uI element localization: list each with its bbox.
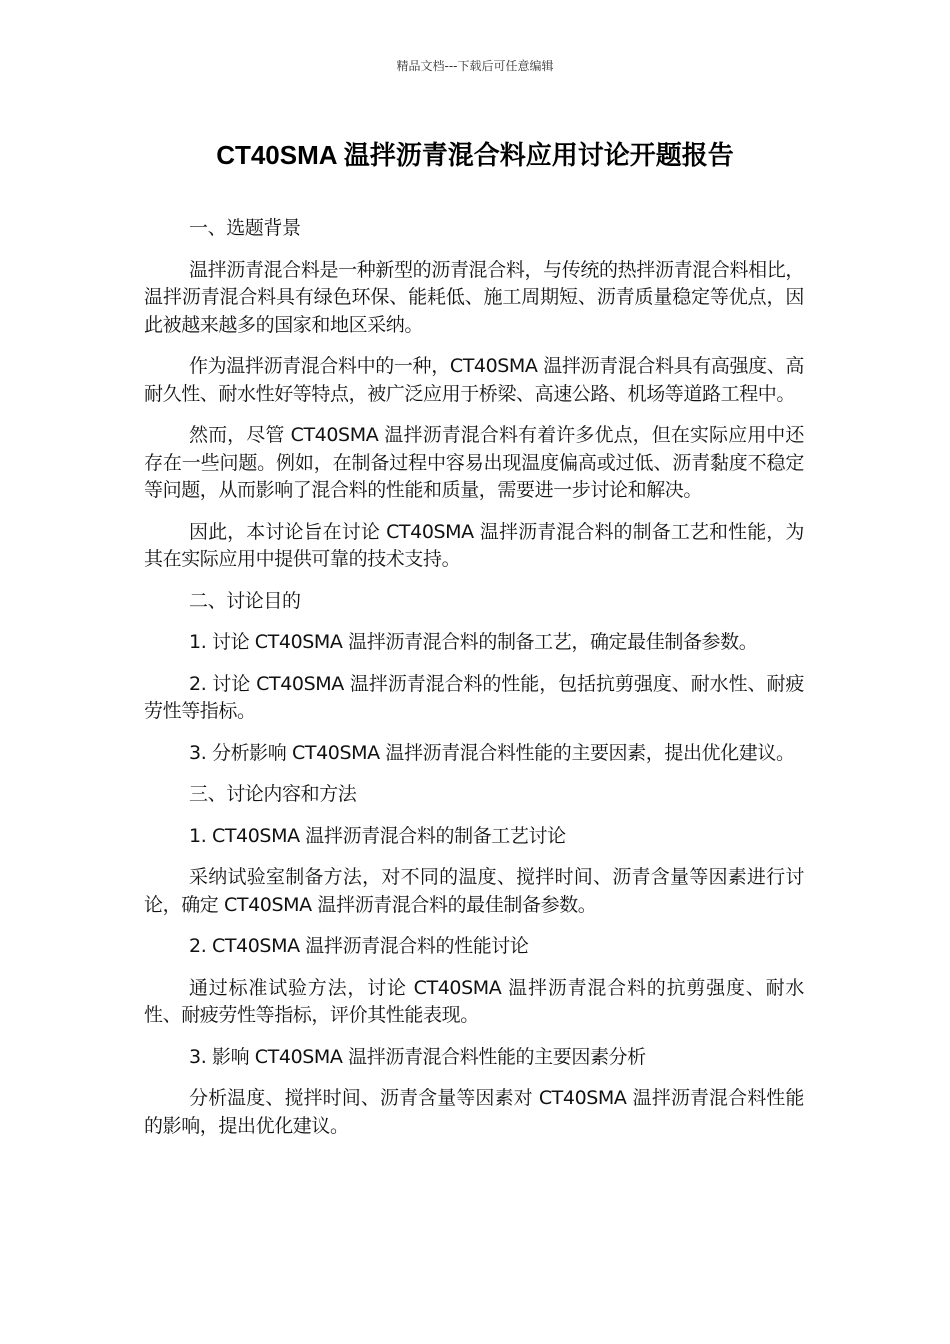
list-item: 2. 讨论 CT40SMA 温拌沥青混合料的性能，包括抗剪强度、耐水性、耐疲劳性等指标。 [144, 672, 804, 722]
document-body [144, 215, 804, 1154]
paragraph: 采纳试验室制备方法，对不同的温度、搅拌时间、沥青含量等因素进行讨论，确定 CT40SMA 温拌沥青混合料的最佳制备参数。 [144, 866, 804, 916]
section-heading-background: 一、选题背景 [189, 217, 301, 239]
section-heading-content-methods: 三、讨论内容和方法 [189, 783, 357, 805]
list-item: 1. 讨论 CT40SMA 温拌沥青混合料的制备工艺，确定最佳制备参数。 [189, 631, 758, 653]
paragraph: 作为温拌沥青混合料中的一种，CT40SMA 温拌沥青混合料具有高强度、高耐久性、耐水性好等特点，被广泛应用于桥梁、高速公路、机场等道路工程中。 [144, 355, 804, 405]
subsection-heading: 2. CT40SMA 温拌沥青混合料的性能讨论 [189, 935, 529, 957]
document-title: CT40SMA 温拌沥青混合料应用讨论开题报告 [216, 140, 734, 170]
paragraph: 然而，尽管 CT40SMA 温拌沥青混合料有着许多优点，但在实际应用中还存在一些问题。例如，在制备过程中容易出现温度偏高或过低、沥青黏度不稳定等问题，从而影响了混合料的性能和质量，需要进一步讨论和解决。 [144, 424, 804, 501]
page-header-watermark: 精品文档---下载后可任意编辑 [396, 59, 554, 73]
subsection-heading: 1. CT40SMA 温拌沥青混合料的制备工艺讨论 [189, 824, 566, 847]
list-item: 3. 分析影响 CT40SMA 温拌沥青混合料性能的主要因素，提出优化建议。 [189, 741, 795, 764]
paragraph: 因此，本讨论旨在讨论 CT40SMA 温拌沥青混合料的制备工艺和性能，为其在实际应用中提供可靠的技术支持。 [144, 520, 804, 570]
paragraph: 通过标准试验方法，讨论 CT40SMA 温拌沥青混合料的抗剪强度、耐水性、耐疲劳性等指标，评价其性能表现。 [144, 976, 804, 1026]
section-heading-purpose: 二、讨论目的 [189, 589, 301, 612]
subsection-heading: 3. 影响 CT40SMA 温拌沥青混合料性能的主要因素分析 [189, 1045, 646, 1068]
paragraph: 分析温度、搅拌时间、沥青含量等因素对 CT40SMA 温拌沥青混合料性能的影响，提出优化建议。 [144, 1087, 804, 1137]
paragraph: 温拌沥青混合料是一种新型的沥青混合料，与传统的热拌沥青混合料相比，温拌沥青混合料具有绿色环保、能耗低、施工周期短、沥青质量稳定等优点，因此被越来越多的国家和地区采纳。 [144, 258, 804, 336]
